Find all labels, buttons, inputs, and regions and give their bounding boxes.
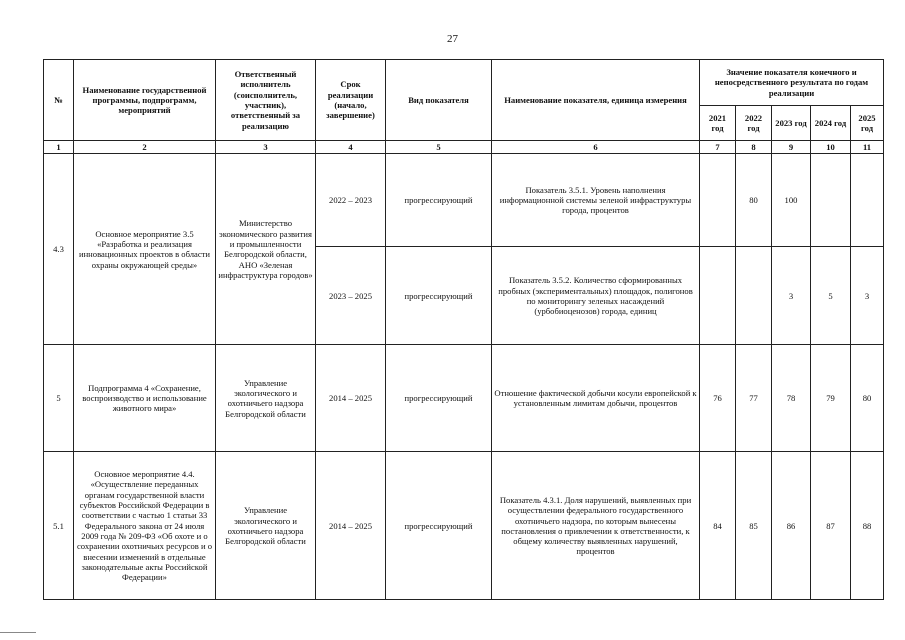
table-row	[44, 345, 884, 452]
column-number: 6	[492, 141, 700, 154]
row-indicator: Показатель 4.3.1. Доля нарушений, выявленных при осуществлении федерального государственного охотничьего надзора, по которым вынесены постановления о привлечении к ответственности, к общему количеству выявленных нарушений, процентов	[492, 452, 700, 600]
scan-edge-mark	[0, 632, 36, 633]
row-value: 78	[772, 345, 811, 452]
row-indicator: Показатель 3.5.1. Уровень наполнения информационной системы зеленой инфраструктуры города, процентов	[492, 154, 700, 247]
column-number: 4	[316, 141, 386, 154]
column-number: 5	[386, 141, 492, 154]
row-name: Основное мероприятие 4.4. «Осуществление переданных органам государственной власти субъектов Российской Федерации в соответствии с частью 1 статьи 33 Федерального закона от 24 июля 2009 года № 209-ФЗ «Об охоте и о сохранении охотничьих ресурсов и о внесении изменений в отдельные законодательные акты Российской Федерации»	[74, 452, 216, 600]
column-number: 7	[700, 141, 736, 154]
row-kind: прогрессирующий	[386, 452, 492, 600]
row-number: 5.1	[44, 452, 74, 600]
column-number: 10	[811, 141, 851, 154]
row-kind: прогрессирующий	[386, 154, 492, 247]
row-value: 77	[736, 345, 772, 452]
row-value	[851, 154, 884, 247]
header-no: №	[44, 60, 74, 141]
row-kind: прогрессирующий	[386, 247, 492, 345]
row-term: 2014 – 2025	[316, 345, 386, 452]
row-responsible: Управление экологического и охотничьего надзора Белгородской области	[216, 452, 316, 600]
header-indicator: Наименование показателя, единица измерения	[492, 60, 700, 141]
header-year: 2022 год	[736, 106, 772, 141]
header-year: 2025 год	[851, 106, 884, 141]
header-year: 2023 год	[772, 106, 811, 141]
row-indicator: Показатель 3.5.2. Количество сформированных пробных (экспериментальных) площадок, полигонов по мониторингу зеленых насаждений (урбобиоценозов) города, единиц	[492, 247, 700, 345]
row-name: Подпрограмма 4 «Сохранение, воспроизводство и использование животного мира»	[74, 345, 216, 452]
row-value: 3	[851, 247, 884, 345]
header-values-group: Значение показателя конечного и непосредственного результата по годам реализации	[700, 60, 884, 106]
row-value: 80	[736, 154, 772, 247]
row-value	[700, 247, 736, 345]
row-value: 88	[851, 452, 884, 600]
column-number: 1	[44, 141, 74, 154]
row-responsible: Управление экологического и охотничьего надзора Белгородской области	[216, 345, 316, 452]
header-year: 2021 год	[700, 106, 736, 141]
row-value: 5	[811, 247, 851, 345]
row-term: 2014 – 2025	[316, 452, 386, 600]
column-number: 8	[736, 141, 772, 154]
header-term: Срок реализации (начало, завершение)	[316, 60, 386, 141]
row-responsible: Министерство экономического развития и промышленности Белгородской области, АНО «Зеленая инфраструктура городов»	[216, 154, 316, 345]
row-value: 86	[772, 452, 811, 600]
column-number: 9	[772, 141, 811, 154]
row-value	[811, 154, 851, 247]
row-value: 80	[851, 345, 884, 452]
row-kind: прогрессирующий	[386, 345, 492, 452]
header-name: Наименование государственной программы, подпрограмм, мероприятий	[74, 60, 216, 141]
row-name: Основное мероприятие 3.5 «Разработка и реализация инновационных проектов в области охраны окружающей среды»	[74, 154, 216, 345]
row-value: 100	[772, 154, 811, 247]
indicators-table	[43, 59, 884, 600]
row-value: 87	[811, 452, 851, 600]
row-value: 76	[700, 345, 736, 452]
row-value: 3	[772, 247, 811, 345]
row-indicator: Отношение фактической добычи косули европейской к установленным лимитам добычи, процентов	[492, 345, 700, 452]
table-row	[44, 154, 884, 247]
header-row	[44, 60, 884, 106]
row-value: 79	[811, 345, 851, 452]
row-value	[700, 154, 736, 247]
row-value: 84	[700, 452, 736, 600]
column-number: 3	[216, 141, 316, 154]
column-number: 2	[74, 141, 216, 154]
header-kind: Вид показателя	[386, 60, 492, 141]
table-row	[44, 452, 884, 600]
row-term: 2023 – 2025	[316, 247, 386, 345]
row-number: 4.3	[44, 154, 74, 345]
page-number: 27	[447, 33, 458, 45]
row-value: 85	[736, 452, 772, 600]
header-year: 2024 год	[811, 106, 851, 141]
header-responsible: Ответственный исполнитель (соисполнитель, участник), ответственный за реализацию	[216, 60, 316, 141]
column-numbers-row	[44, 141, 884, 154]
row-value	[736, 247, 772, 345]
row-term: 2022 – 2023	[316, 154, 386, 247]
row-number: 5	[44, 345, 74, 452]
column-number: 11	[851, 141, 884, 154]
